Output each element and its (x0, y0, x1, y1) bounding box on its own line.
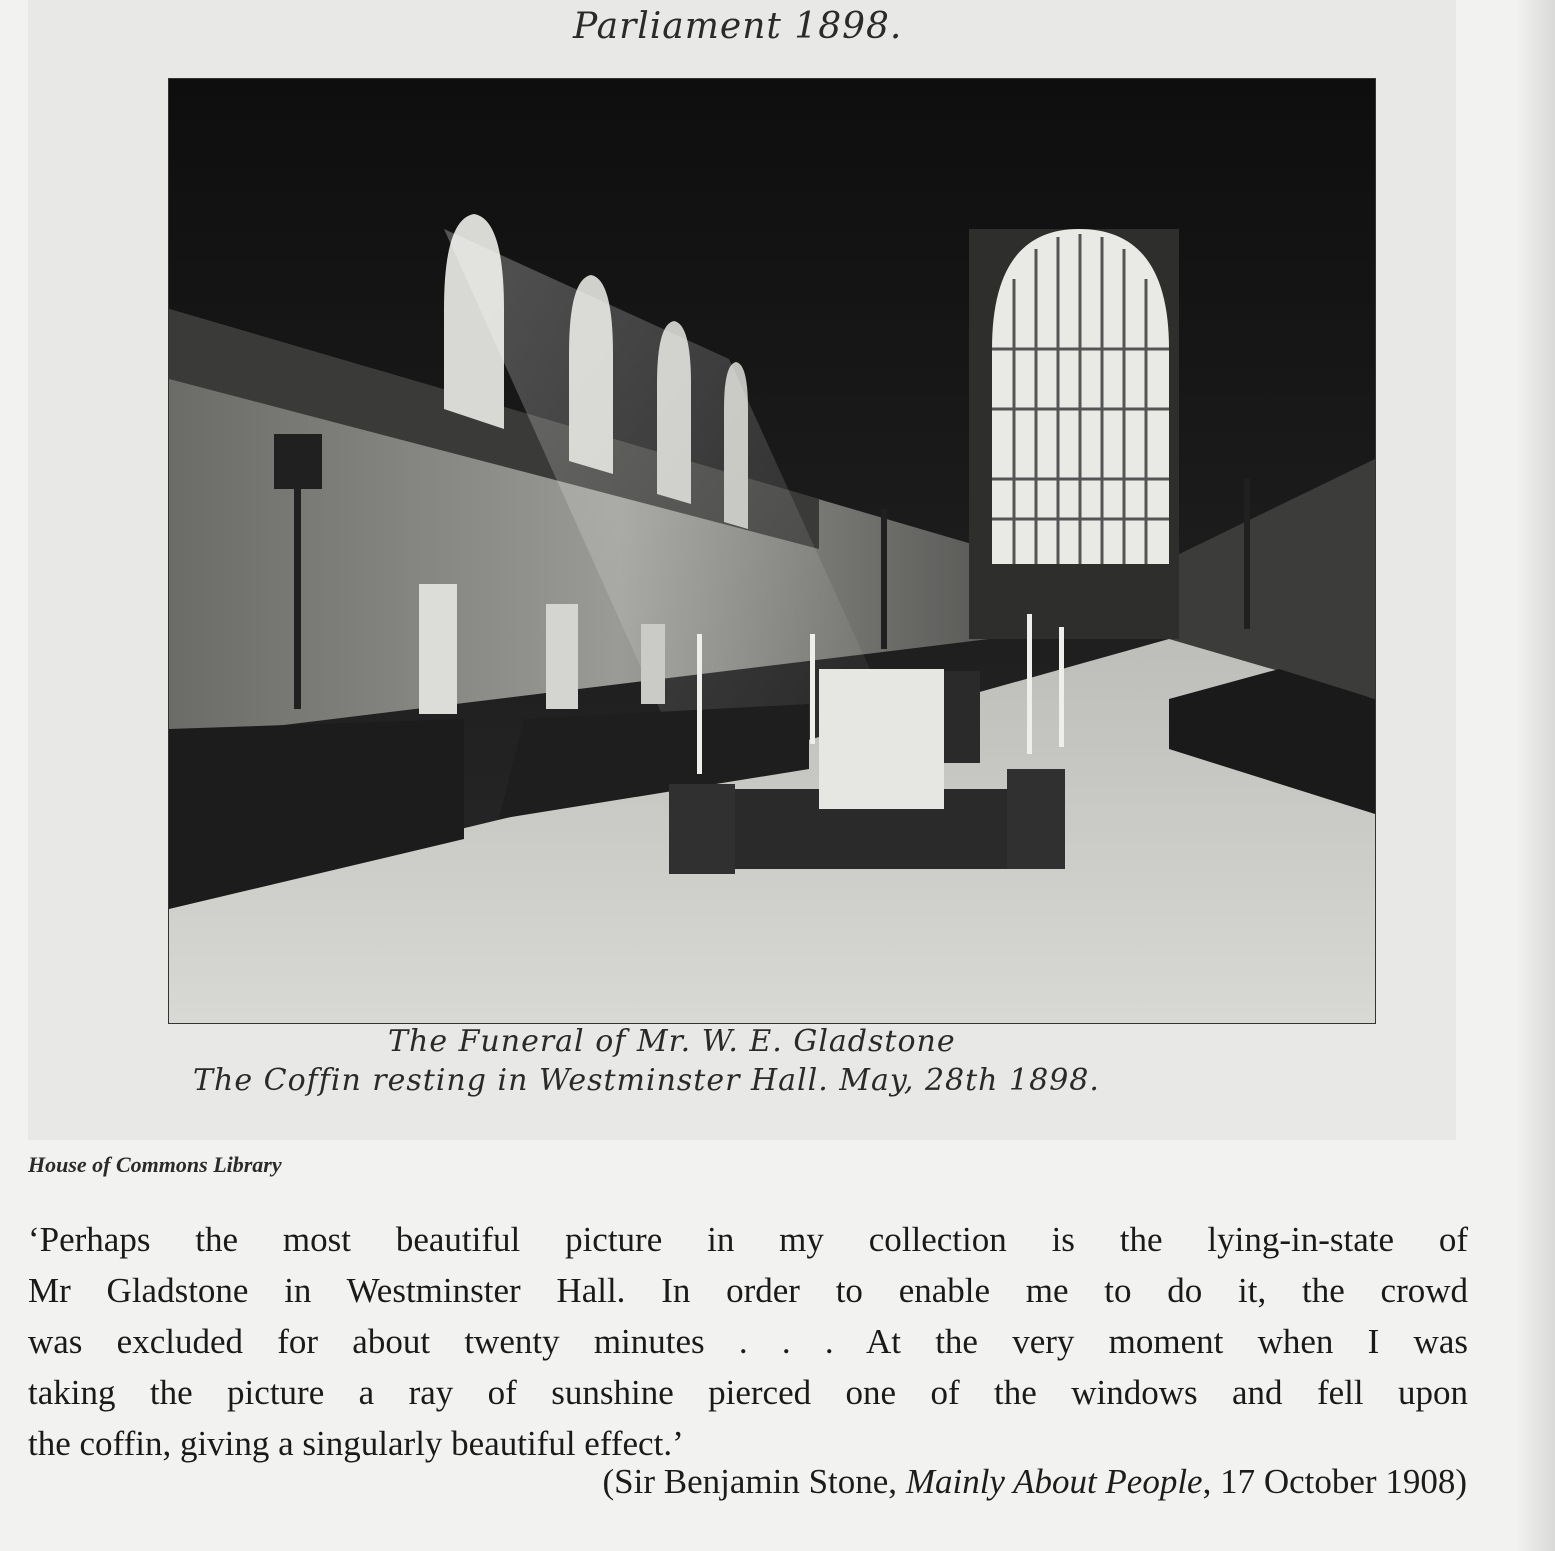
photo-credit: House of Commons Library (28, 1152, 282, 1177)
quote-line: the coffin, giving a singularly beautiful effect.’ (28, 1424, 684, 1463)
quote-line: ‘Perhaps the most beautiful picture in my collection is the lying-in-state of (28, 1220, 1468, 1259)
attribution-work-title: Mainly About People (905, 1462, 1203, 1501)
quote-line: Mr Gladstone in Westminster Hall. In order to enable me to do it, the crowd (28, 1271, 1468, 1310)
quote-attribution (603, 1462, 1468, 1502)
handwritten-inscription: Parliament 1898. (573, 6, 903, 47)
quote-line: was excluded for about twenty minutes . . . At the very moment when I was (28, 1322, 1468, 1361)
hall-photo-illustration (169, 79, 1375, 1023)
westminster-hall-photograph (168, 78, 1376, 1024)
page-edge-shadow (1515, 0, 1555, 1551)
attribution-prefix: (Sir Benjamin Stone, (602, 1462, 906, 1501)
photo-caption-line-2: The Coffin resting in Westminster Hall. May, 28th 1898. (193, 1063, 1100, 1098)
photo-mount (28, 0, 1456, 1140)
quotation-block (28, 1214, 1468, 1469)
attribution-suffix: , 17 October 1908) (1202, 1462, 1467, 1501)
quote-line: taking the picture a ray of sunshine pierced one of the windows and fell upon (28, 1373, 1468, 1412)
photo-caption-line-1: The Funeral of Mr. W. E. Gladstone (388, 1024, 956, 1059)
